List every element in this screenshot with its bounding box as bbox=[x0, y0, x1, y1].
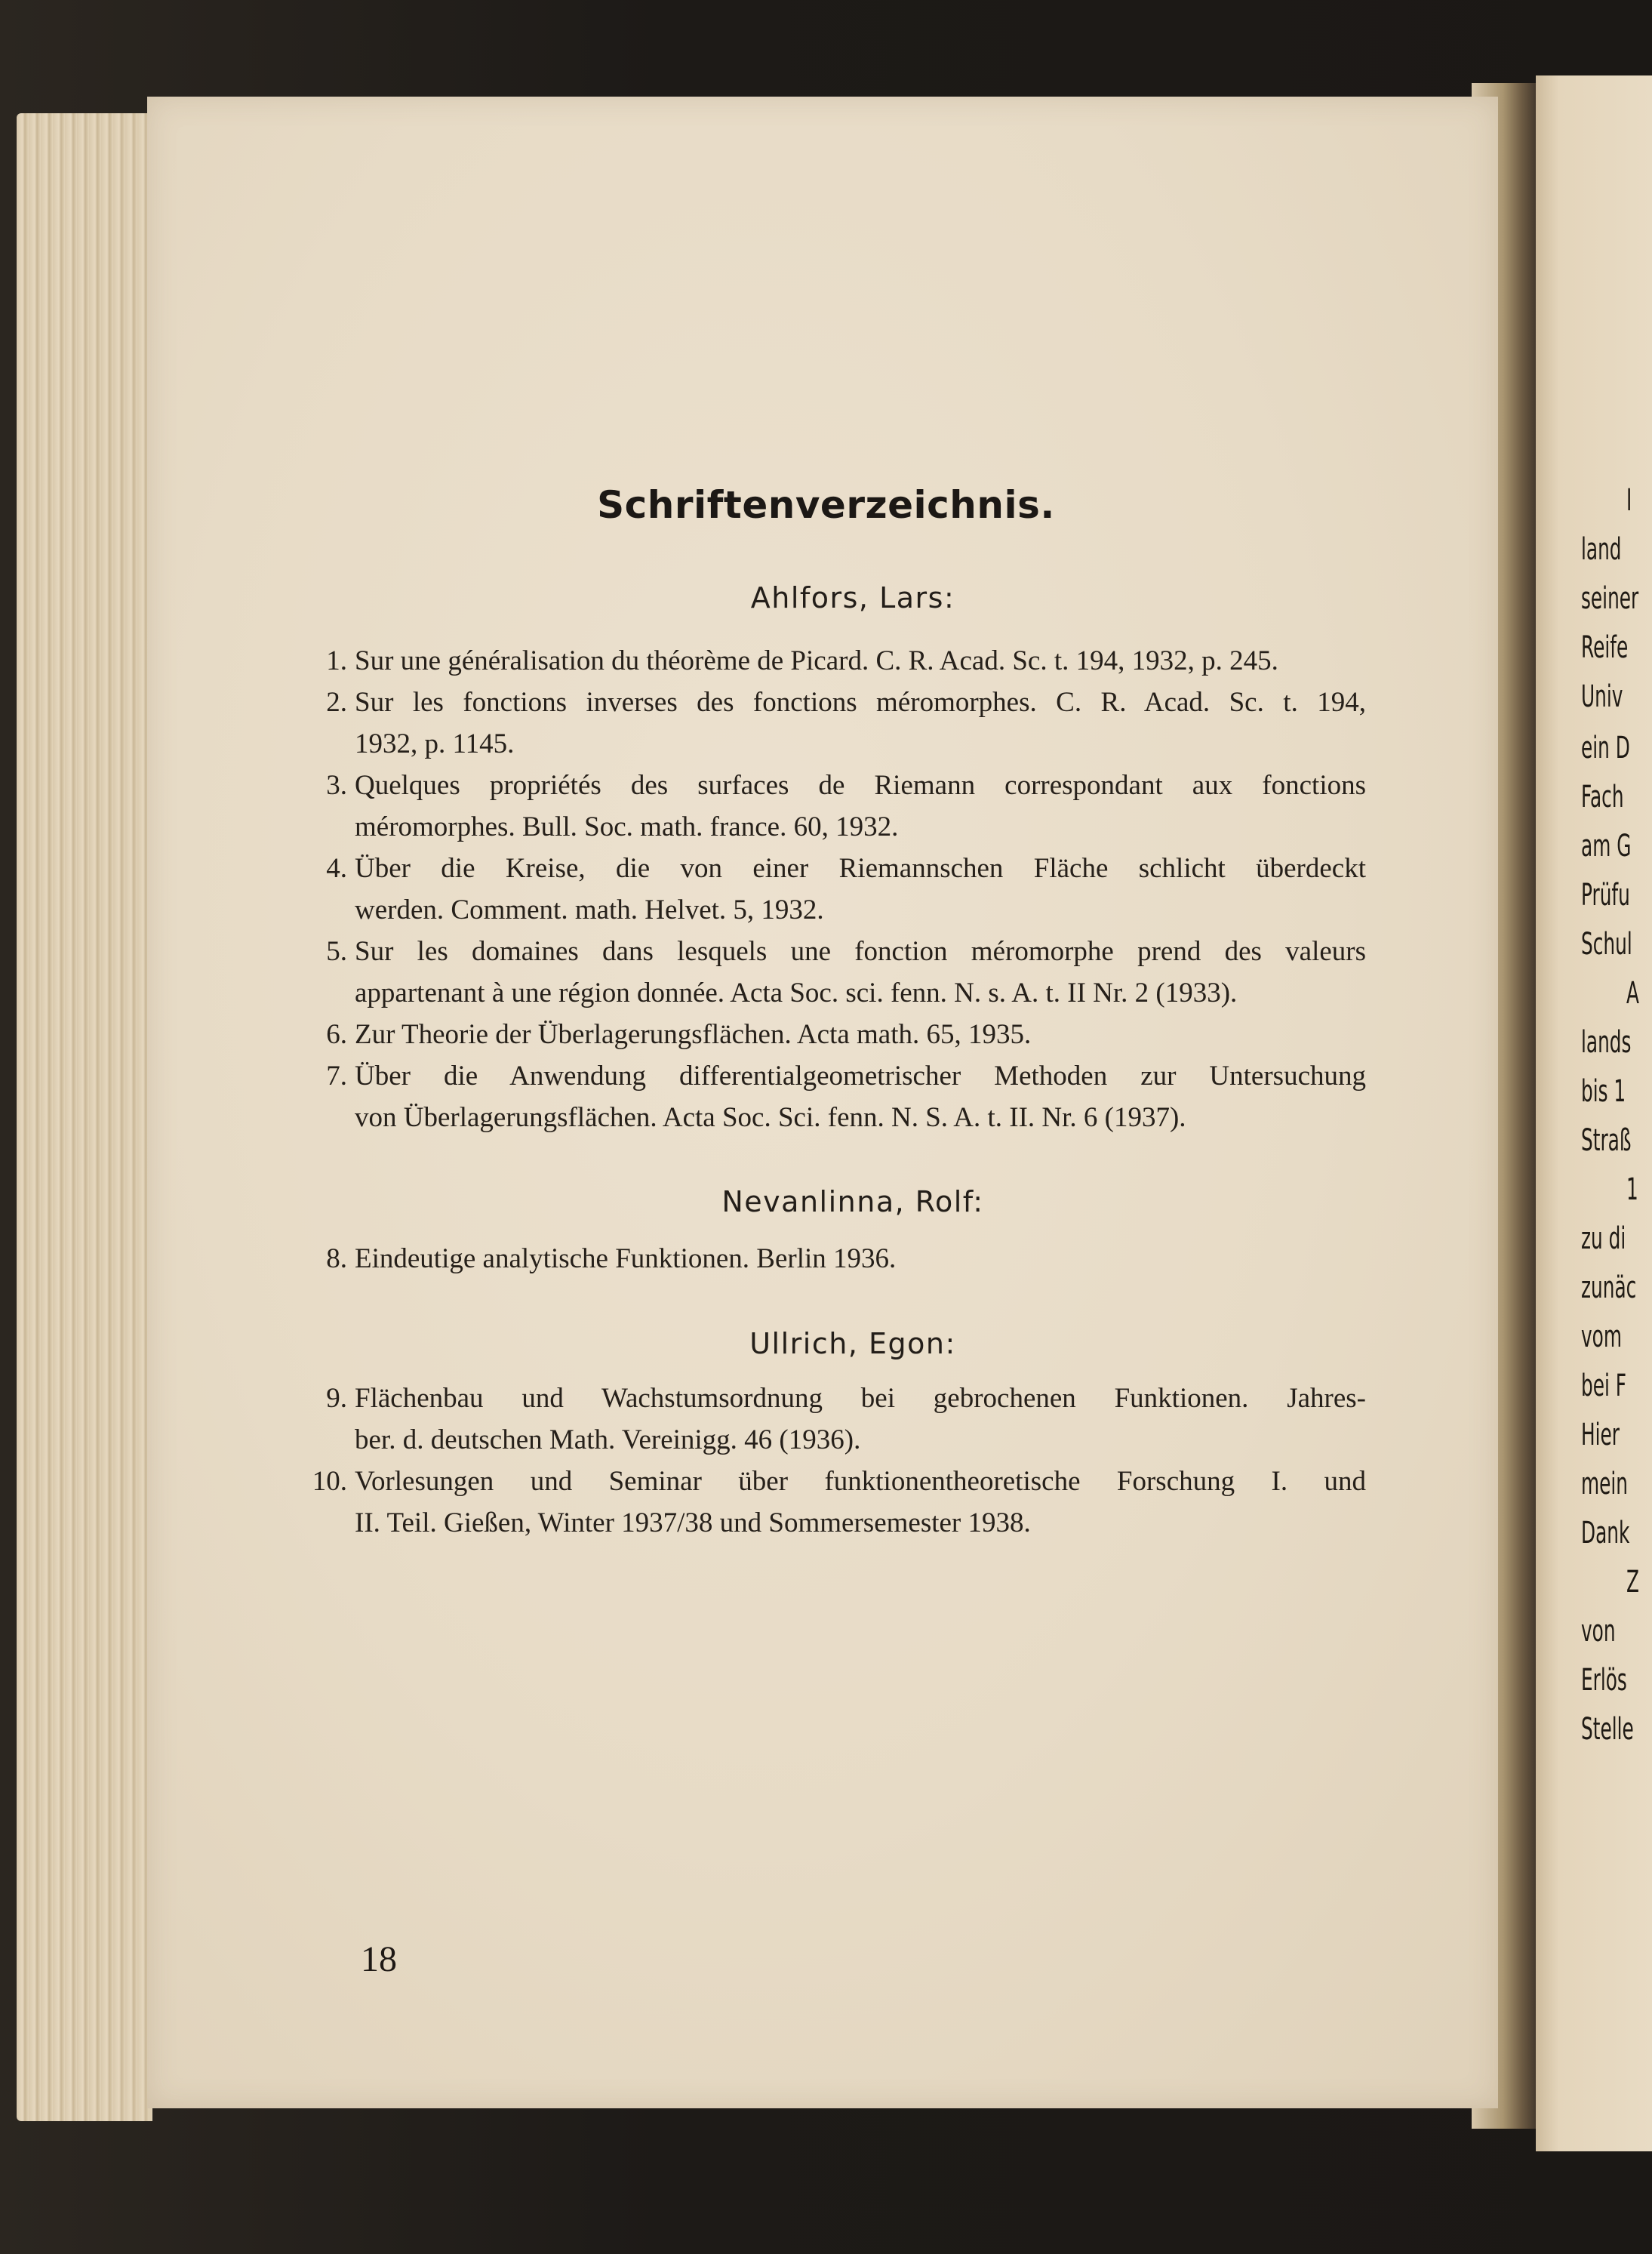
author-heading-ullrich: Ullrich, Egon: bbox=[749, 1327, 956, 1360]
entry-line: von Überlagerungsflächen. Acta Soc. Sci. fenn. N. S. A. t. II. Nr. 6 (1937). bbox=[355, 1102, 1186, 1133]
entry-line: Sur les fonctions inverses des fonctions méromorphes. C. R. Acad. Sc. t. 194, bbox=[355, 687, 1366, 718]
entry-line: II. Teil. Gießen, Winter 1937/38 und Sommersemester 1938. bbox=[355, 1507, 1031, 1538]
bibliography-entry bbox=[326, 640, 1366, 682]
entry-number: 8. bbox=[326, 1243, 347, 1274]
facing-text-line: 1 bbox=[1626, 1172, 1638, 1207]
entry-number: 6. bbox=[326, 1019, 347, 1050]
entry-line: Über die Anwendung differentialgeometrischer Methoden zur Untersuchung bbox=[355, 1061, 1366, 1092]
facing-text-line: Dank bbox=[1581, 1516, 1630, 1550]
page-title: Schriftenverzeichnis. bbox=[597, 483, 1055, 527]
author-heading-nevanlinna: Nevanlinna, Rolf: bbox=[721, 1185, 984, 1218]
facing-text-line: lands bbox=[1581, 1025, 1632, 1060]
entry-line: Zur Theorie der Überlagerungsflächen. Acta math. 65, 1935. bbox=[355, 1019, 1032, 1050]
facing-text-line: am G bbox=[1581, 829, 1632, 864]
entry-line: Sur une généralisation du théorème de Picard. C. R. Acad. Sc. t. 194, 1932, p. 245. bbox=[355, 645, 1278, 676]
facing-text-line: zu di bbox=[1581, 1221, 1626, 1256]
bibliography-entry bbox=[326, 1014, 1366, 1055]
facing-text-line: Reife bbox=[1581, 630, 1629, 665]
entry-line: appartenant à une région donnée. Acta Soc. sci. fenn. N. s. A. t. II Nr. 2 (1933). bbox=[355, 978, 1238, 1008]
entry-line: Über die Kreise, die von einer Riemannschen Fläche schlicht überdeckt bbox=[355, 853, 1366, 884]
bibliography-entry bbox=[326, 1238, 1366, 1279]
bibliography-entry bbox=[326, 1378, 1366, 1461]
bibliography-entry bbox=[326, 848, 1366, 931]
entry-line: Quelques propriétés des surfaces de Riemann correspondant aux fonctions bbox=[355, 770, 1366, 801]
facing-text-line: Erlös bbox=[1581, 1663, 1627, 1698]
bibliography-entry bbox=[326, 1055, 1366, 1138]
entry-number: 3. bbox=[326, 770, 347, 801]
facing-text-line: Hier bbox=[1581, 1418, 1620, 1452]
bibliography-entry bbox=[326, 682, 1366, 765]
entry-number: 9. bbox=[326, 1383, 347, 1414]
entry-number: 4. bbox=[326, 853, 347, 884]
entry-number: 2. bbox=[326, 687, 347, 718]
entry-number: 1. bbox=[326, 645, 347, 676]
facing-text-line: Fach bbox=[1581, 780, 1624, 814]
facing-text-line: Prüfu bbox=[1581, 878, 1630, 913]
bibliography-entry bbox=[326, 765, 1366, 848]
facing-text-line: Stelle bbox=[1581, 1712, 1634, 1747]
facing-text-line: Straß bbox=[1581, 1123, 1632, 1158]
facing-text-line: bis 1 bbox=[1581, 1074, 1626, 1109]
entry-line: ber. d. deutschen Math. Vereinigg. 46 (1936). bbox=[355, 1424, 861, 1455]
entry-line: 1932, p. 1145. bbox=[355, 728, 515, 759]
entry-line: werden. Comment. math. Helvet. 5, 1932. bbox=[355, 895, 824, 925]
facing-text-line: seiner bbox=[1581, 581, 1639, 616]
facing-text-line: bei F bbox=[1581, 1369, 1627, 1403]
author-heading-ahlfors: Ahlfors, Lars: bbox=[750, 581, 955, 614]
facing-text-line: land bbox=[1581, 532, 1622, 567]
facing-text-line: ein D bbox=[1581, 731, 1630, 765]
entry-line: Vorlesungen und Seminar über funktionentheoretische Forschung I. und bbox=[355, 1466, 1366, 1497]
facing-text-line: vom bbox=[1581, 1319, 1623, 1354]
page-number: 18 bbox=[361, 1939, 397, 1979]
entry-line: Flächenbau und Wachstumsordnung bei gebrochenen Funktionen. Jahres- bbox=[355, 1383, 1366, 1414]
facing-page bbox=[1536, 75, 1652, 2151]
facing-text-line: von bbox=[1581, 1614, 1616, 1649]
bibliography-entry bbox=[326, 931, 1366, 1014]
entry-number: 10. bbox=[312, 1466, 347, 1497]
facing-text-line: Schul bbox=[1581, 927, 1632, 962]
facing-text-line: zunäc bbox=[1581, 1270, 1637, 1305]
entry-line: Eindeutige analytische Funktionen. Berlin 1936. bbox=[355, 1243, 897, 1274]
entry-line: Sur les domaines dans lesquels une fonction méromorphe prend des valeurs bbox=[355, 936, 1366, 967]
entry-number: 7. bbox=[326, 1061, 347, 1092]
page-edges bbox=[17, 113, 152, 2121]
entry-line: méromorphes. Bull. Soc. math. france. 60, 1932. bbox=[355, 811, 899, 842]
facing-text-line: mein bbox=[1581, 1467, 1629, 1501]
facing-text-line: I bbox=[1626, 483, 1632, 518]
entry-number: 5. bbox=[326, 936, 347, 967]
facing-text-line: A bbox=[1626, 976, 1639, 1011]
bibliography-entry bbox=[312, 1461, 1366, 1544]
facing-text-line: Z bbox=[1626, 1565, 1639, 1600]
facing-text-line: Univ bbox=[1581, 679, 1623, 714]
